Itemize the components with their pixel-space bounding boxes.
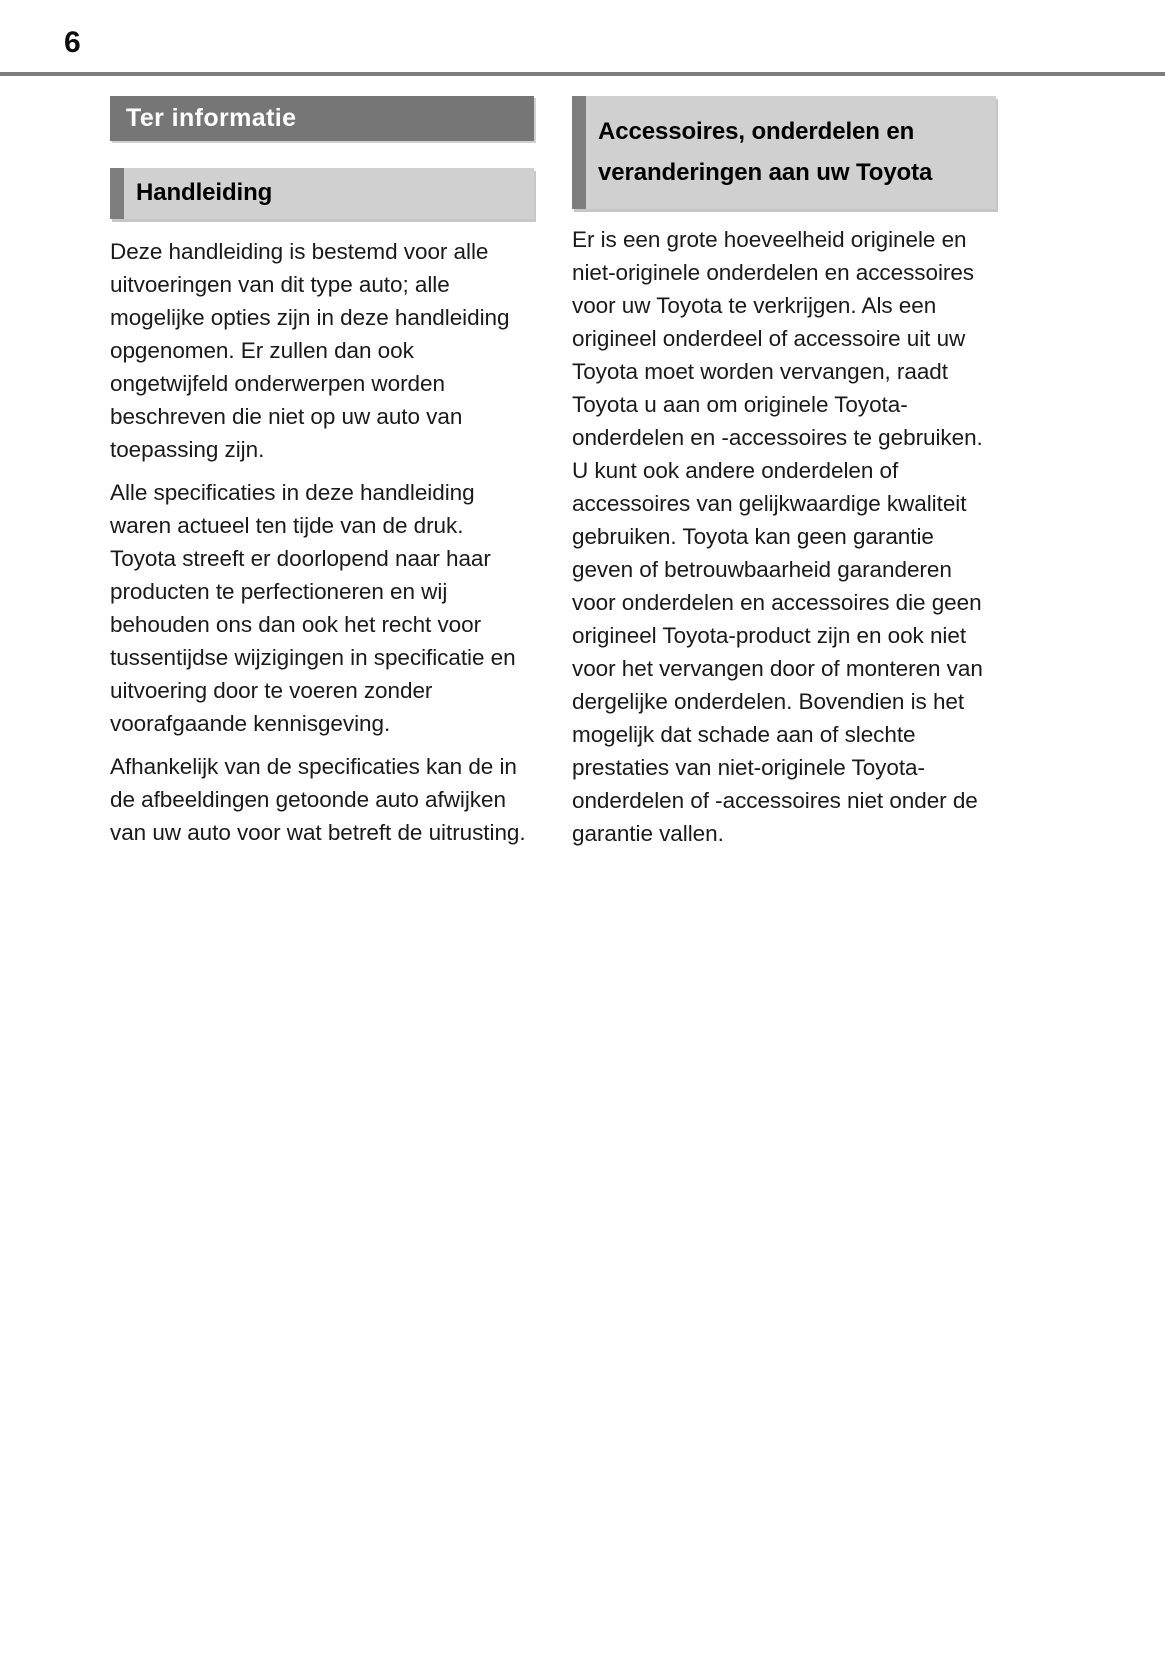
subsection-heading-accessoires xyxy=(572,96,996,209)
subsection-heading-handleiding xyxy=(110,168,534,219)
paragraph: Deze handleiding is bestemd voor alle uitvoeringen van dit type auto; alle mogelijke opties zijn in deze handleiding opgenomen. Er zullen dan ook ongetwijfeld onderwerpen worden beschreven die niet op uw auto van toepassing zijn. xyxy=(110,239,510,462)
left-column-body xyxy=(110,235,534,849)
subsection-heading-label: Accessoires, onderdelen en veranderingen aan uw Toyota xyxy=(598,118,933,186)
right-column xyxy=(572,96,996,850)
paragraph: Er is een grote hoeveelheid originele en niet-originele onderdelen en accessoires voor uw Toyota te verkrijgen. Als een origineel onderdeel of accessoire uit uw Toyota moet worden vervangen, raadt Toyota u aan om originele Toyota-onderdelen en -accessoires te gebruiken. U kunt ook andere onderdelen of accessoires van gelijkwaardige kwaliteit gebruiken. Toyota kan geen garantie geven of betrouwbaarheid garanderen voor onderdelen en accessoires die geen origineel Toyota-product zijn en ook niet voor het vervangen door of monteren van dergelijke onderdelen. Bovendien is het mogelijk dat schade aan of slechte prestaties van niet-originele Toyota-onderdelen of -accessoires niet onder de garantie vallen. xyxy=(572,227,983,846)
header-rule xyxy=(0,72,1165,76)
paragraph: Alle specificaties in deze handleiding waren actueel ten tijde van de druk. Toyota streeft er doorlopend naar haar producten te perfectioneren en wij behouden ons dan ook het recht voor tussentijdse wijzigingen in specificatie en uitvoering door te voeren zonder voorafgaande kennisgeving. xyxy=(110,480,516,736)
paragraph: Afhankelijk van de specificaties kan de in de afbeeldingen getoonde auto afwijken van uw auto voor wat betreft de uitrusting. xyxy=(110,754,526,845)
left-column xyxy=(110,96,534,849)
subsection-heading-label: Handleiding xyxy=(136,179,273,206)
two-column-layout xyxy=(0,96,1165,850)
section-title-bar: Ter informatie xyxy=(110,96,534,141)
page-number: 6 xyxy=(64,26,81,59)
right-column-body xyxy=(572,223,996,850)
